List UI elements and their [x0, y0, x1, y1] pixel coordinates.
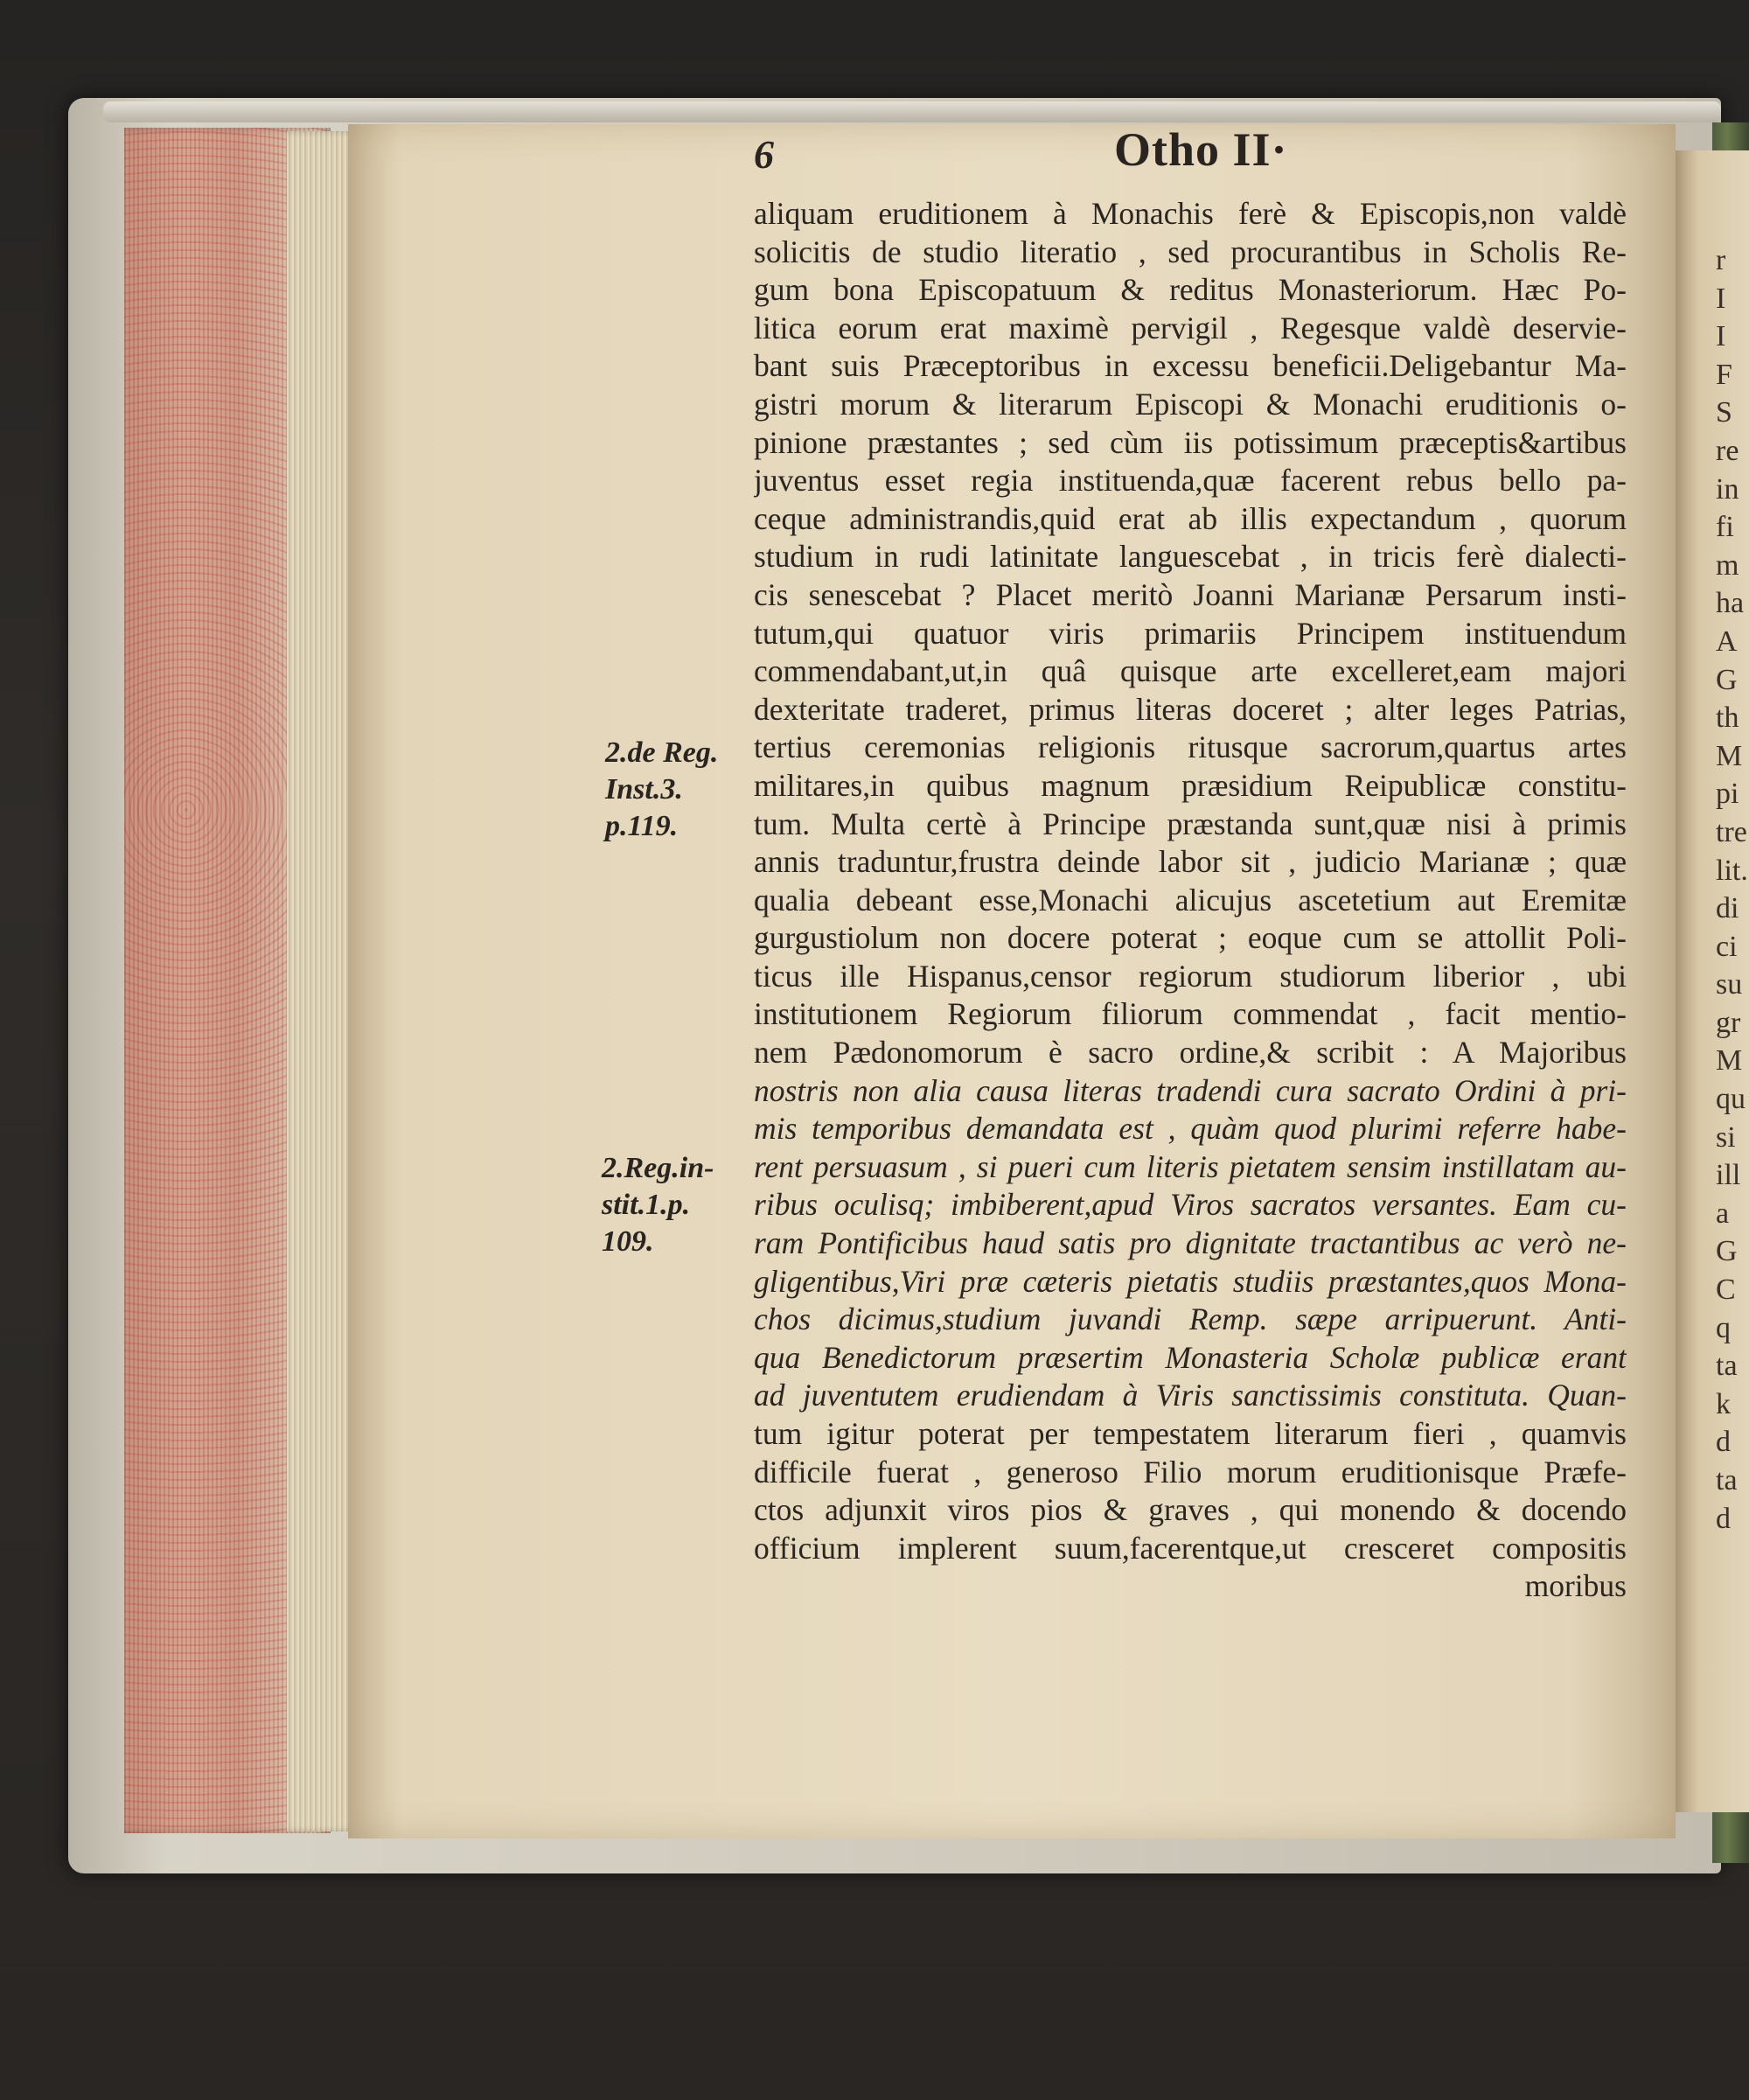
text-line: chos dicimus,studium juvandi Remp. sæpe arripuerunt. Anti- [754, 1301, 1627, 1337]
text-line: dexteritate traderet, primus literas doceret ; alter leges Patrias, [754, 691, 1627, 727]
text-line: bant suis Præceptoribus in excessu beneficii.Deligebantur Ma- [754, 348, 1627, 384]
text-line: nem Pædonomorum è sacro ordine,& scribit : A Majoribus [754, 1035, 1627, 1071]
page-title: Otho II· [1114, 123, 1288, 176]
marginal-note-1 [605, 735, 718, 845]
text-line: tum igitur poterat per tempestatem literarum fieri , quamvis [754, 1416, 1627, 1451]
facing-page-fragments: r I I F S re in fi m ha A G th M pi tre lit. di ci su gr M qu si ill a G C q ta k d ta d [1716, 244, 1748, 1535]
text-line: cis senescebat ? Placet meritò Joanni Marianæ Persarum insti- [754, 576, 1627, 612]
text-line: tertius ceremonias religionis ritusque sacrorum,quartus artes [754, 729, 1627, 765]
text-line: aliquam eruditionem à Monachis ferè & Episcopis,non valdè [754, 196, 1627, 231]
text-line: ad juventutem erudiendam à Viris sanctissimis constituta. Quan- [754, 1378, 1627, 1413]
text-line: tum. Multa certè à Principe præstanda sunt,quæ nisi à primis [754, 806, 1627, 841]
text-line: institutionem Regiorum filiorum commendat , facit mentio- [754, 996, 1627, 1032]
marginal-note-2 [602, 1150, 714, 1260]
text-line: officium implerent suum,facerentque,ut cresceret compositis [754, 1530, 1627, 1566]
marginal-note-line: 109. [602, 1225, 654, 1258]
text-line: tutum,qui quatuor viris primariis Principem instituendum [754, 615, 1627, 651]
running-head [754, 122, 1628, 192]
text-line: ribus oculisq; imbiberent,apud Viros sacratos versantes. Eam cu- [754, 1187, 1627, 1223]
text-line: qua Benedictorum præsertim Monasteria Scholæ publicæ erant [754, 1339, 1627, 1375]
text-line: solicitis de studio literatio , sed procurantibus in Scholis Re- [754, 234, 1627, 269]
text-line: qualia debeant esse,Monachi alicujus ascetetium aut Eremitæ [754, 882, 1627, 917]
text-line: annis traduntur,frustra deinde labor sit , judicio Marianæ ; quæ [754, 844, 1627, 880]
text-line: ticus ille Hispanus,censor regiorum studiorum liberior , ubi [754, 958, 1627, 994]
catchword: moribus [1524, 1568, 1627, 1604]
text-line: mis temporibus demandata est , quàm quod plurimi referre habe- [754, 1111, 1627, 1147]
text-line: commendabant,ut,in quâ quisque arte excelleret,eam majori [754, 653, 1627, 689]
text-line: rent persuasum , si pueri cum literis pietatem sensim instillatam au- [754, 1148, 1627, 1184]
text-line: juventus esset regia instituenda,quæ facerent rebus bello pa- [754, 463, 1627, 499]
text-line: difficile fuerat , generoso Filio morum eruditionisque Præfe- [754, 1454, 1627, 1490]
text-line: litica eorum erat maximè pervigil , Regesque valdè deservie- [754, 310, 1627, 345]
text-line: gurgustiolum non docere poterat ; eoque cum se attollit Poli- [754, 920, 1627, 956]
text-line: ctos adjunxit viros pios & graves , qui monendo & docendo [754, 1492, 1627, 1528]
marginal-note-line: Inst.3. [605, 773, 683, 806]
page-number: 6 [754, 132, 774, 177]
text-line: gligentibus,Viri præ cæteris pietatis studiis præstantes,quos Mona- [754, 1263, 1627, 1299]
text-line: nostris non alia causa literas tradendi cura sacrato Ordini à pri- [754, 1072, 1627, 1108]
cover-rim [103, 101, 1721, 122]
text-line: ceque administrandis,quid erat ab illis expectandum , quorum [754, 500, 1627, 536]
facing-page-strip [1676, 150, 1749, 1812]
text-line: ram Pontificibus haud satis pro dignitate tractantibus ac verò ne- [754, 1225, 1627, 1261]
marginal-note-line: 2.de Reg. [605, 736, 719, 769]
marginal-note-line: stit.1.p. [602, 1189, 691, 1221]
text-line: pinione præstantes ; sed cùm iis potissimum præceptis&artibus [754, 424, 1627, 460]
body-text [754, 195, 1627, 1606]
marginal-note-line: 2.Reg.in- [602, 1152, 714, 1184]
marginal-note-line: p.119. [605, 810, 679, 842]
text-line: militares,in quibus magnum præsidium Reipublicæ constitu- [754, 767, 1627, 803]
text-line: gum bona Episcopatuum & reditus Monasteriorum. Hæc Po- [754, 272, 1627, 308]
text-line: gistri morum & literarum Episcopi & Monachi eruditionis o- [754, 386, 1627, 422]
text-line: studium in rudi latinitate languescebat , in tricis ferè dialecti- [754, 539, 1627, 575]
